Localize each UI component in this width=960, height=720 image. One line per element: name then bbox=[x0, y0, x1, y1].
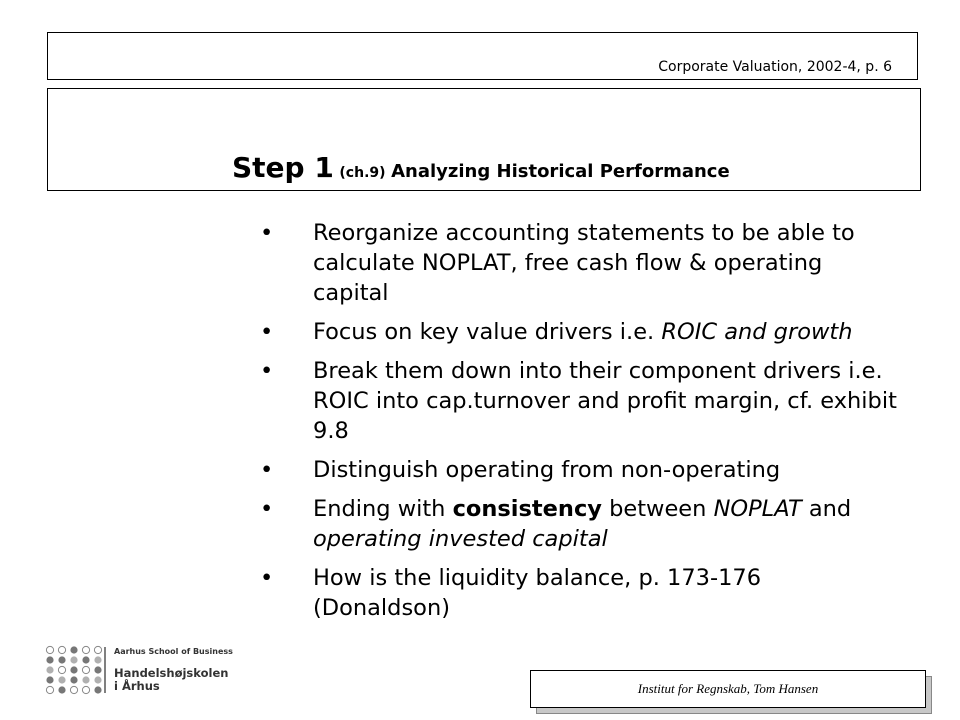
title-chapter: (ch.9) bbox=[339, 165, 386, 181]
logo-dot bbox=[58, 676, 65, 683]
bullet-dot-icon: • bbox=[260, 457, 274, 483]
header-box bbox=[47, 32, 918, 80]
bullet-item bbox=[260, 218, 900, 308]
footer-box bbox=[530, 670, 926, 708]
logo-dot bbox=[94, 676, 101, 683]
bullet-item bbox=[260, 563, 900, 623]
bullet-text-segment: How is the liquidity balance, p. 173-176 (Donaldson) bbox=[313, 565, 762, 621]
logo-dot bbox=[46, 656, 53, 663]
logo-dot bbox=[70, 686, 77, 693]
logo-dots-icon bbox=[44, 645, 106, 695]
logo-dot bbox=[82, 676, 89, 683]
logo-dot bbox=[46, 646, 53, 653]
logo-dot bbox=[82, 646, 89, 653]
title-main: Step 1 bbox=[232, 151, 334, 184]
bullet-list bbox=[260, 218, 900, 632]
bullet-dot-icon: • bbox=[260, 496, 274, 522]
logo-dot bbox=[94, 666, 101, 673]
logo-dot bbox=[70, 646, 77, 653]
logo-dot bbox=[58, 656, 65, 663]
bullet-text-segment: consistency bbox=[452, 496, 602, 522]
title-subtitle: Analyzing Historical Performance bbox=[391, 161, 730, 182]
logo-school-name: Aarhus School of Business bbox=[114, 647, 233, 656]
logo-dot bbox=[70, 656, 77, 663]
logo-dot bbox=[70, 666, 77, 673]
logo-dot bbox=[46, 686, 53, 693]
logo-text bbox=[114, 645, 233, 693]
bullet-text-segment: Distinguish operating from non-operating bbox=[313, 457, 781, 483]
logo-dot bbox=[46, 666, 53, 673]
logo-dot bbox=[94, 686, 101, 693]
bullet-item bbox=[260, 356, 900, 446]
title-box bbox=[47, 88, 921, 191]
bullet-text-segment: ROIC and growth bbox=[661, 319, 853, 345]
bullet-text-segment: operating invested capital bbox=[313, 526, 608, 552]
logo-dot bbox=[82, 666, 89, 673]
bullet-item bbox=[260, 317, 900, 347]
bullet-text-segment: between bbox=[601, 496, 714, 522]
logo-dot bbox=[82, 686, 89, 693]
logo-dot bbox=[58, 646, 65, 653]
logo-name-line3: i Århus bbox=[114, 679, 160, 693]
header-text: Corporate Valuation, 2002-4, p. 6 bbox=[658, 59, 892, 75]
bullet-dot-icon: • bbox=[260, 565, 274, 591]
logo-name-line2: Handelshøjskolen bbox=[114, 666, 229, 680]
bullet-dot-icon: • bbox=[260, 220, 274, 246]
logo-dot bbox=[58, 686, 65, 693]
bullet-text-segment: NOPLAT bbox=[713, 496, 802, 522]
footer-text: Institut for Regnskab, Tom Hansen bbox=[637, 681, 819, 696]
logo-dot bbox=[58, 666, 65, 673]
logo-dot bbox=[82, 656, 89, 663]
logo-dot bbox=[94, 646, 101, 653]
bullet-text-segment: Focus on key value drivers i.e. bbox=[313, 319, 662, 345]
bullet-text-segment: and bbox=[801, 496, 852, 522]
logo-dot bbox=[94, 656, 101, 663]
logo-dot bbox=[70, 676, 77, 683]
bullet-text-segment: Break them down into their component drivers i.e. ROIC into cap.turnover and profit margin, cf. exhibit 9.8 bbox=[313, 358, 897, 444]
logo-dot bbox=[46, 676, 53, 683]
slide-title bbox=[232, 151, 730, 184]
bullet-text-segment: Ending with bbox=[313, 496, 453, 522]
bullet-dot-icon: • bbox=[260, 358, 274, 384]
bullet-text-segment: Reorganize accounting statements to be able to calculate NOPLAT, free cash flow & operating capital bbox=[313, 220, 855, 306]
bullet-item bbox=[260, 494, 900, 554]
bullet-dot-icon: • bbox=[260, 319, 274, 345]
bullet-item bbox=[260, 455, 900, 485]
